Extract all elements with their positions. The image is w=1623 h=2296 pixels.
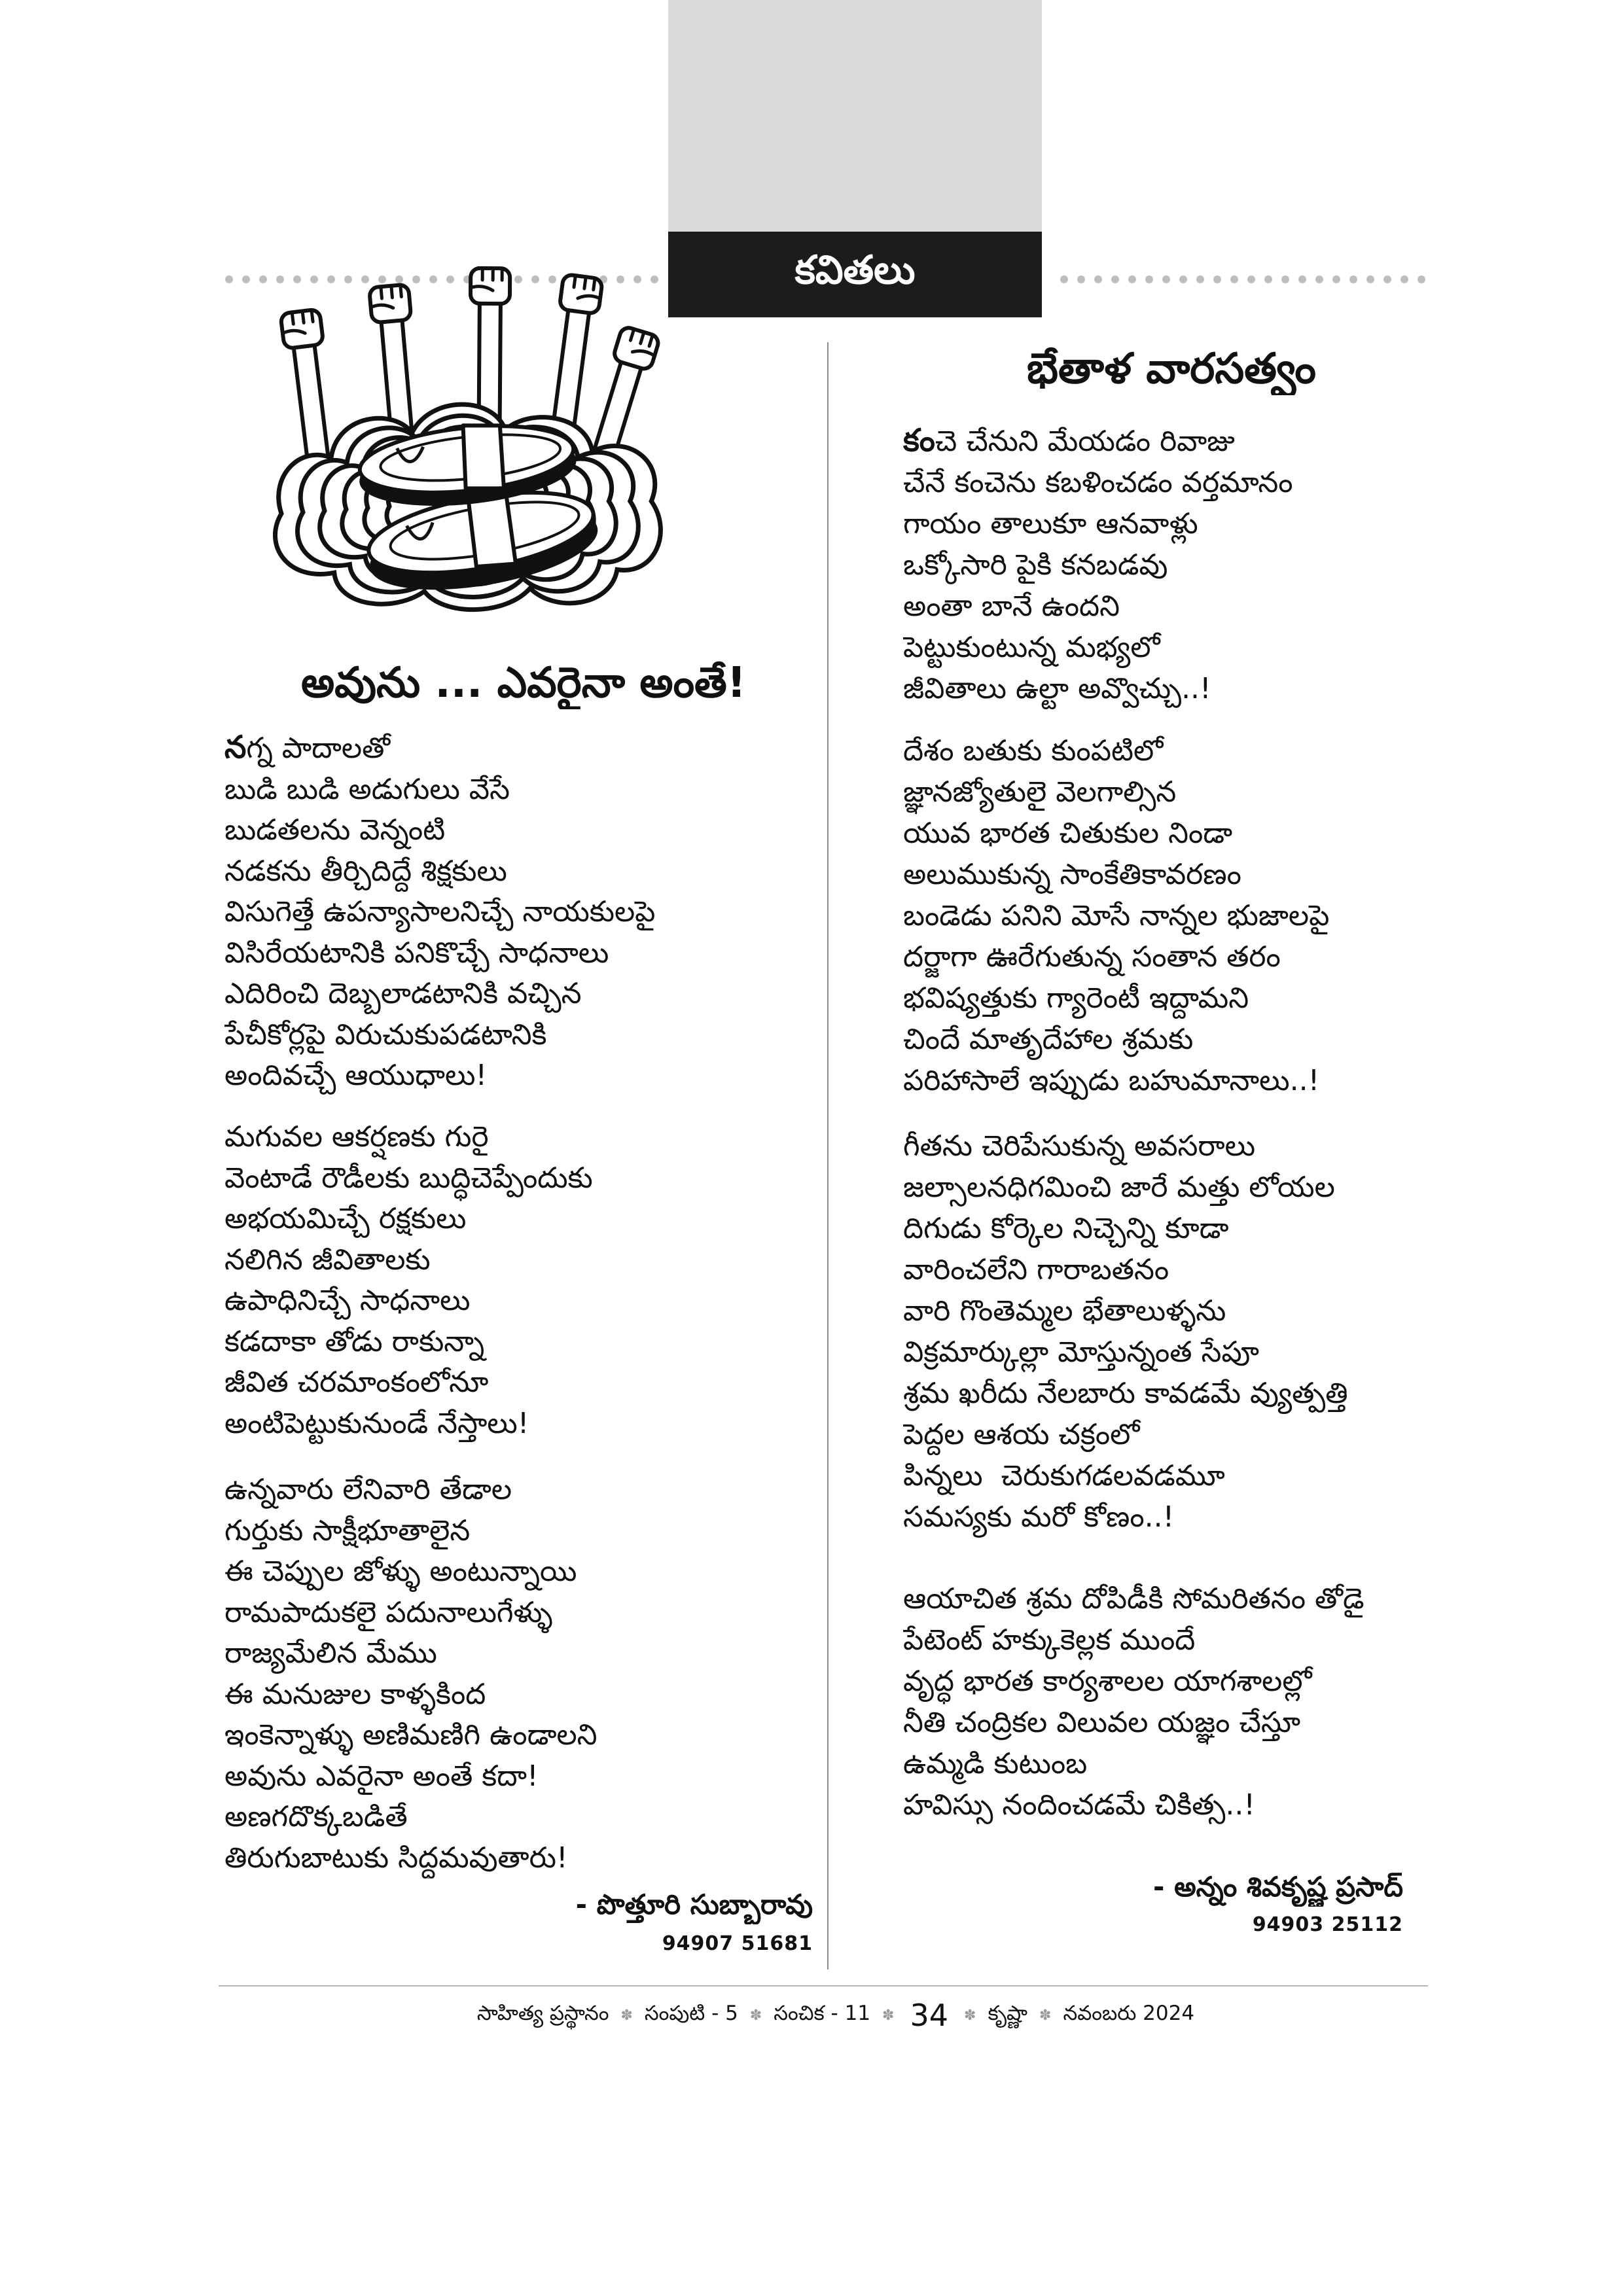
poem-line: జ్ఞానజ్యోతులై వెలగాల్సిన: [903, 775, 1177, 809]
footer-issue: సంచిక - 11: [774, 2001, 871, 2025]
poem-line: శ్రమ ఖరీదు నేలబారు కావడమే వ్యుత్పత్తి: [903, 1377, 1348, 1410]
flower-separator-icon: [882, 2007, 894, 2024]
poem-line: జీవిత చరమాంకంలోనూ: [224, 1366, 489, 1399]
poem-line: ఆయాచిత శ్రమ దోపిడీకి సోమరితనం తోడై: [903, 1582, 1364, 1616]
poem-line: రామపాదుకలై పదునాలుగేళ్ళు: [224, 1595, 553, 1629]
dotted-rule-right: [1060, 275, 1428, 284]
poem-line: గాయం తాలుకూ ఆనవాళ్లు: [903, 507, 1198, 540]
poem-line: పేటెంట్ హక్కుకెల్లక ముందే: [903, 1623, 1196, 1657]
poem-line: కంచె చేనుని మేయడం రివాజు: [903, 423, 1235, 459]
poem-line: నడకను తీర్చిదిద్దే శిక్షకులు: [224, 854, 507, 888]
left-stanza-3: [224, 1470, 813, 1879]
right-poem-author: - అన్నం శివకృష్ణ ప్రసాద్: [1153, 1871, 1403, 1903]
left-poem-title: అవును ... ఎవరైనా అంతే!: [300, 659, 746, 707]
poem-line: జీవితాలు ఉల్టా అవ్వొచ్చు..!: [903, 672, 1211, 705]
left-stanza-1: [224, 728, 813, 1097]
poem-line: భవిష్యత్తుకు గ్యారెంటీ ఇద్దామని: [903, 981, 1249, 1015]
poem-line: గీతను చెరిపేసుకున్న అవసరాలు: [903, 1129, 1256, 1163]
raised-fists-slippers-illustration: [259, 266, 671, 627]
footer-date: నవంబరు 2024: [1063, 2001, 1195, 2025]
poem-line: చేనే కంచెను కబళించడం వర్తమానం: [903, 466, 1293, 499]
left-stanza-2: [224, 1117, 813, 1444]
poem-line: గుర్తుకు సాక్షీభూతాలైన: [224, 1513, 471, 1547]
poem-line: అలుముకున్న సాంకేతికావరణం: [903, 858, 1241, 891]
right-stanza-2: [903, 730, 1427, 1101]
left-poem-author: - పొత్తూరి సుబ్బారావు: [575, 1888, 813, 1920]
poem-line: విక్రమార్కుల్లా మోస్తున్నంత సేపూ: [903, 1335, 1259, 1369]
page-footer: [219, 1992, 1453, 2038]
poem-line: ఉన్నవారు లేనివారి తేడాల: [224, 1473, 512, 1506]
flower-separator-icon: [964, 2007, 976, 2024]
section-header: కవితలు: [668, 232, 1042, 317]
flower-separator-icon: [620, 2007, 632, 2024]
poem-line: దర్జాగా ఊరేగుతున్న సంతాన తరం: [903, 940, 1281, 974]
poem-line: ఉమ్మడి కుటుంబ: [903, 1747, 1088, 1780]
footer-district: కృష్ణా: [988, 2001, 1028, 2025]
poem-line: నగ్న పాదాలతో: [224, 730, 391, 766]
right-poem-title: భేతాళ వారసత్వం: [1027, 345, 1316, 393]
footer-volume: సంపుటి - 5: [644, 2001, 738, 2025]
poem-line: బుడి బుడి అడుగులు వేసే: [224, 772, 510, 806]
flower-separator-icon: [750, 2007, 762, 2024]
poem-line: ఈ మనుజుల కాళ్ళకింద: [224, 1677, 486, 1711]
poem-line: తిరుగుబాటుకు సిద్ధమవుతారు!: [224, 1841, 568, 1875]
poem-line: వెంటాడే రౌడీలకు బుద్ధిచెప్పేందుకు: [224, 1161, 593, 1195]
poem-line: జల్సాలనధిగమించి జారే మత్తు లోయల: [903, 1171, 1335, 1204]
poem-line: విసుగెత్తే ఉపన్యాసాలనిచ్చే నాయకులపై: [224, 895, 656, 928]
poem-line: బండెడు పనిని మోసే నాన్నల భుజాలపై: [903, 899, 1330, 932]
poem-line: నలిగిన జీవితాలకు: [224, 1243, 431, 1277]
poem-line: పిన్నలు చెరుకుగడలవడమూ: [903, 1459, 1225, 1492]
poem-line: పెద్దల ఆశయ చక్రంలో: [903, 1418, 1140, 1451]
poem-line: ఇంకెన్నాళ్ళు అణిమణిగి ఉండాలని: [224, 1718, 597, 1752]
poem-line: కడదాకా తోడు రాకున్నా: [224, 1324, 485, 1358]
poem-line: హవిస్సు నందించడమే చికిత్స..!: [903, 1788, 1255, 1822]
poem-line: యువ భారత చితుకుల నిండా: [903, 817, 1233, 850]
poem-line: పెట్టుకుంటున్న మభ్యలో: [903, 631, 1160, 664]
right-stanza-3: [903, 1125, 1427, 1538]
poem-line: అంటిపెట్టుకునుండే నేస్తాలు!: [224, 1406, 529, 1440]
poem-line: అణగదొక్కబడితే: [224, 1800, 408, 1833]
footer-magazine-name: సాహిత్య ప్రస్థానం: [476, 2001, 609, 2025]
poem-line: దిగుడు కోర్కెల నిచ్చెన్ని కూడా: [903, 1212, 1229, 1245]
poem-line: నీతి చంద్రికల విలువల యజ్ఞం చేస్తూ: [903, 1706, 1301, 1739]
poem-line: అభయమిచ్చే రక్షకులు: [224, 1202, 467, 1235]
poem-line: విసిరేయటానికి పనికొచ్చే సాధనాలు: [224, 936, 609, 970]
poem-line: పరిహాసాలే ఇప్పుడు బహుమానాలు..!: [903, 1064, 1320, 1097]
right-poem-author-phone: 94903 25112: [1252, 1913, 1403, 1936]
poem-line: దేశం బతుకు కుంపటిలో: [903, 734, 1164, 768]
poem-line: పేచీకోర్లపై విరుచుకుపడటానికి: [224, 1017, 547, 1051]
poem-line: అంతా బానే ఉందని: [903, 590, 1120, 623]
poem-line: సమస్యకు మరో కోణం..!: [903, 1500, 1175, 1534]
page-number: 34: [910, 1998, 949, 2033]
right-stanza-4: [903, 1578, 1427, 1826]
poem-line: రాజ్యమేలిన మేము: [224, 1636, 437, 1670]
column-divider: [827, 342, 829, 1969]
poem-line: చిందే మాతృదేహాల శ్రమకు: [903, 1023, 1194, 1056]
poem-line: వారి గొంతెమ్మల భేతాలుళ్ళను: [903, 1294, 1226, 1328]
poem-line: ఈ చెప్పుల జోళ్ళు అంటున్నాయి: [224, 1555, 577, 1588]
right-stanza-1: [903, 420, 1427, 709]
poem-line: అందివచ్చే ఆయుధాలు!: [224, 1059, 488, 1092]
poem-line: బుడతలను వెన్నంటి: [224, 813, 446, 847]
poem-line: అవును ఎవరైనా అంతే కదా!: [224, 1759, 539, 1793]
header-tab-background: [668, 0, 1042, 232]
poem-line: మగువల ఆకర్షణకు గురై: [224, 1120, 489, 1154]
footer-rule: [219, 1985, 1428, 1987]
flower-separator-icon: [1039, 2007, 1051, 2024]
left-poem-author-phone: 94907 51681: [662, 1932, 813, 1955]
poem-line: ఒక్కోసారి పైకి కనబడవు: [903, 548, 1168, 582]
poem-line: వృద్ధ భారత కార్యశాలల యాగశాలల్లో: [903, 1665, 1312, 1698]
poem-line: వారించలేని గారాబతనం: [903, 1253, 1169, 1286]
poem-line: ఉపాధినిచ్చే సాధనాలు: [224, 1284, 471, 1317]
poem-line: ఎదిరించి దెబ్బలాడటానికి వచ్చిన: [224, 977, 582, 1010]
